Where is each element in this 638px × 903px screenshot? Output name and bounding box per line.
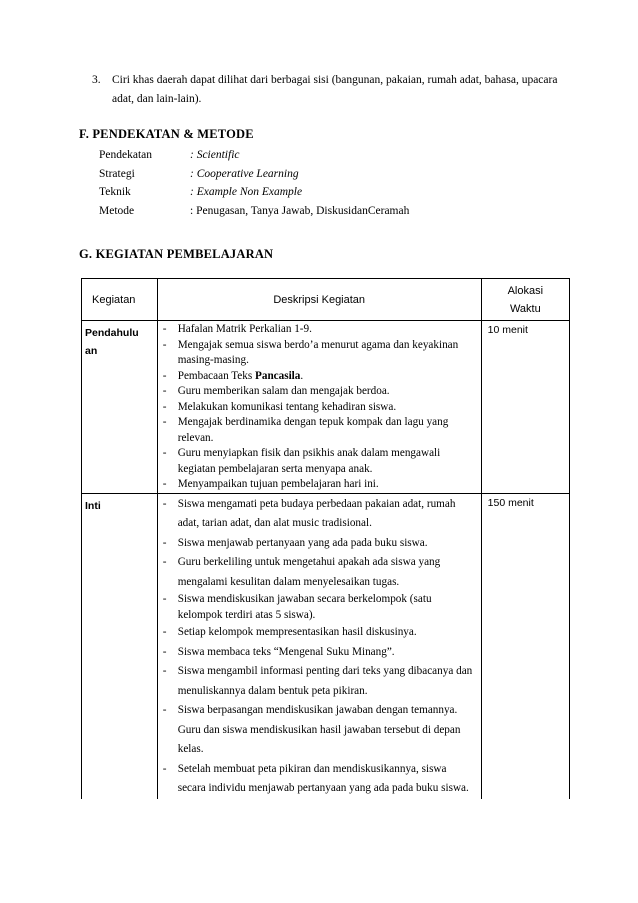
list-item: - Siswa berpasangan mendiskusikan jawaban dengan temannya. Guru dan siswa mendiskusikan hasil jawaban tersebut di depan kelas. bbox=[160, 701, 477, 760]
list-item: - Siswa mendiskusikan jawaban secara berkelompok (satu kelompok terdiri atas 5 siswa). bbox=[160, 592, 477, 623]
header-alokasi-line2: Waktu bbox=[509, 302, 541, 315]
phase-time: 10 menit bbox=[481, 321, 569, 494]
list-item-text: Ciri khas daerah dapat dilihat dari berbagai sisi (bangunan, pakaian, rumah adat, bahasa, upacara adat, dan lain-lain). bbox=[112, 74, 558, 105]
method-key: Metode bbox=[99, 204, 135, 217]
approach-key: Pendekatan bbox=[99, 149, 153, 161]
activity-list bbox=[158, 321, 481, 493]
list-item: - Siswa mengambil informasi penting dari teks yang dibacanya dan menuliskannya dalam bentuk peta pikiran. bbox=[160, 662, 477, 701]
list-item: - Hafalan Matrik Perkalian 1-9. bbox=[160, 322, 477, 338]
bold-text: Pancasila bbox=[255, 369, 301, 382]
activities-table bbox=[81, 278, 570, 799]
header-alokasi-line1: Alokasi bbox=[507, 284, 544, 297]
list-item: - Siswa mengamati peta budaya perbedaan pakaian adat, rumah adat, tarian adat, dan alat music tradisional. bbox=[160, 495, 477, 534]
activity-list bbox=[158, 494, 481, 799]
list-item: - Guru memberikan salam dan mengajak berdoa. bbox=[160, 384, 477, 400]
list-number: 3. bbox=[92, 74, 101, 86]
list-item: - Guru berkeliling untuk mengetahui apakah ada siswa yang mengalami kesulitan dalam menyelesaikan tugas. bbox=[160, 553, 477, 592]
table-header-row bbox=[82, 279, 570, 321]
table-row-inti bbox=[82, 493, 570, 799]
list-item: - Melakukan komunikasi tentang kehadiran siswa. bbox=[160, 400, 477, 416]
approach-row bbox=[99, 146, 409, 165]
list-item-3 bbox=[92, 71, 562, 109]
header-alokasi bbox=[481, 279, 569, 321]
strategy-row bbox=[99, 165, 409, 184]
list-item: - Mengajak berdinamika dengan tepuk kompak dan lagu yang relevan. bbox=[160, 415, 477, 446]
list-item: - Setiap kelompok mempresentasikan hasil diskusinya. bbox=[160, 623, 477, 643]
phase-description bbox=[157, 321, 481, 494]
list-item: - Guru menyiapkan fisik dan psikhis anak dalam mengawali kegiatan pembelajaran serta menyapa anak. bbox=[160, 446, 477, 477]
section-g-title: G. KEGIATAN PEMBELAJARAN bbox=[79, 247, 274, 261]
phase-time: 150 menit bbox=[481, 493, 569, 799]
table-row-pendahuluan bbox=[82, 321, 570, 494]
list-item: - Setelah membuat peta pikiran dan mendiskusikannya, siswa secara individu menjawab pertanyaan yang ada pada buku siswa. bbox=[160, 760, 477, 799]
method-value: : Penugasan, Tanya Jawab, DiskusidanCeramah bbox=[190, 204, 410, 217]
section-f-title: F. PENDEKATAN & METODE bbox=[79, 127, 254, 141]
list-item: - Menyampaikan tujuan pembelajaran hari ini. bbox=[160, 477, 477, 493]
approach-value: : Scientific bbox=[190, 149, 240, 161]
phase-label: Pendahulu an bbox=[82, 321, 158, 494]
technique-row bbox=[99, 183, 409, 202]
technique-key: Teknik bbox=[99, 186, 131, 198]
header-deskripsi: Deskripsi Kegiatan bbox=[157, 279, 481, 321]
strategy-key: Strategi bbox=[99, 167, 135, 180]
strategy-value: : Cooperative Learning bbox=[190, 167, 299, 180]
method-row bbox=[99, 202, 409, 221]
approach-method-list bbox=[99, 146, 409, 220]
phase-label: Inti bbox=[82, 493, 158, 799]
header-kegiatan: Kegiatan bbox=[82, 279, 158, 321]
phase-description bbox=[157, 493, 481, 799]
technique-value: : Example Non Example bbox=[190, 186, 303, 198]
list-item: - Pembacaan Teks Pancasila. bbox=[160, 369, 477, 385]
list-item: - Siswa menjawab pertanyaan yang ada pada buku siswa. bbox=[160, 534, 477, 554]
list-item: - Mengajak semua siswa berdo’a menurut agama dan keyakinan masing-masing. bbox=[160, 338, 477, 369]
list-item: - Siswa membaca teks “Mengenal Suku Minang”. bbox=[160, 643, 477, 663]
